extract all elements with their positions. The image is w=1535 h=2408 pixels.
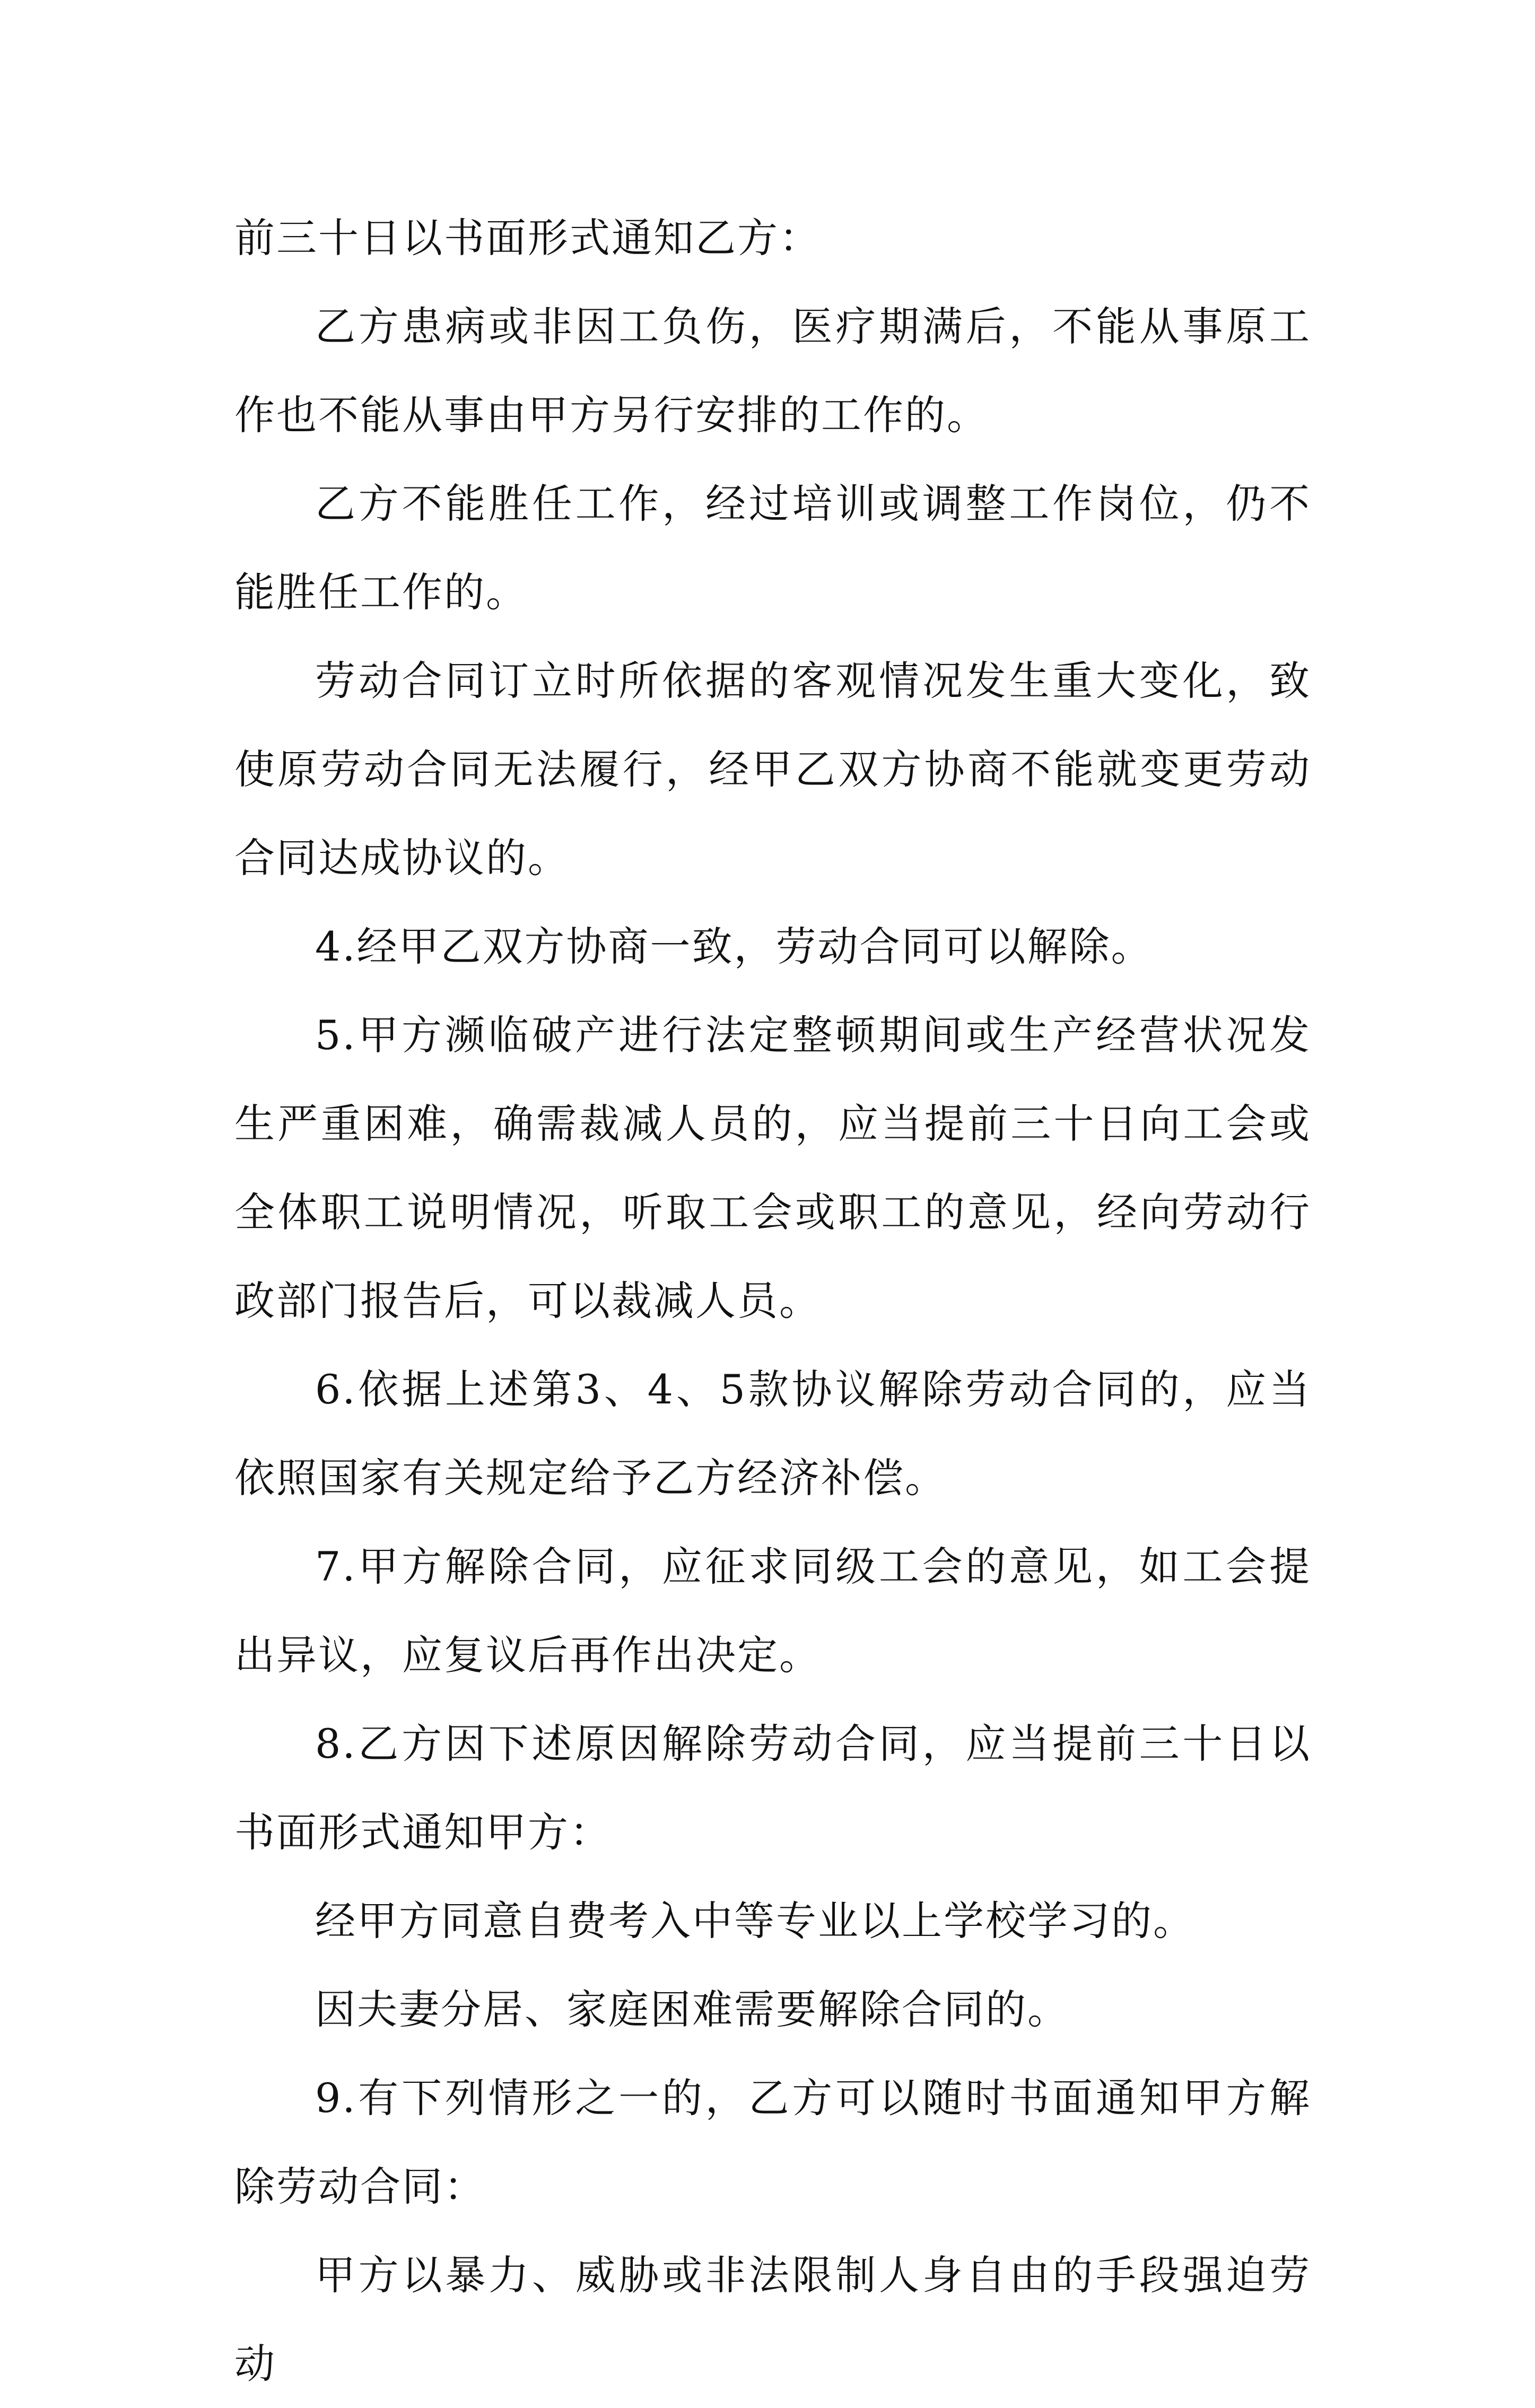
paragraph: 经甲方同意自费考入中等专业以上学校学习的。 xyxy=(315,1897,1195,1944)
paragraph: 5.甲方濒临破产进行法定整顿期间或生产经营状况发生严重困难，确需裁减人员的，应当提前三十日向工会或全体职工说明情况，听取工会或职工的意见，经向劳动行政部门报告后，可以裁减人员。 xyxy=(234,1011,1311,1324)
paragraph: 前三十日以书面形式通知乙方： xyxy=(234,214,821,261)
paragraph: 8.乙方因下述原因解除劳动合同，应当提前三十日以书面形式通知甲方： xyxy=(234,1720,1311,1856)
paragraph: 7.甲方解除合同，应征求同级工会的意见，如工会提出异议，应复议后再作出决定。 xyxy=(234,1543,1311,1679)
paragraph: 9.有下列情形之一的，乙方可以随时书面通知甲方解除劳动合同： xyxy=(234,2074,1311,2210)
paragraph: 因夫妻分居、家庭困难需要解除合同的。 xyxy=(315,1986,1069,2033)
paragraph: 乙方不能胜任工作，经过培训或调整工作岗位，仍不能胜任工作的。 xyxy=(234,480,1311,616)
paragraph: 6.依据上述第3、4、5款协议解除劳动合同的，应当依照国家有关规定给予乙方经济补偿。 xyxy=(234,1366,1311,1502)
document-body xyxy=(234,194,1311,2408)
paragraph: 乙方患病或非因工负伤，医疗期满后，不能从事原工作也不能从事由甲方另行安排的工作的。 xyxy=(234,303,1311,439)
paragraph: 4.经甲乙双方协商一致，劳动合同可以解除。 xyxy=(315,923,1153,970)
paragraph: 甲方以暴力、威胁或非法限制人身自由的手段强迫劳动 xyxy=(234,2252,1311,2387)
paragraph: 劳动合同订立时所依据的客观情况发生重大变化，致使原劳动合同无法履行，经甲乙双方协商不能就变更劳动合同达成协议的。 xyxy=(234,657,1311,882)
